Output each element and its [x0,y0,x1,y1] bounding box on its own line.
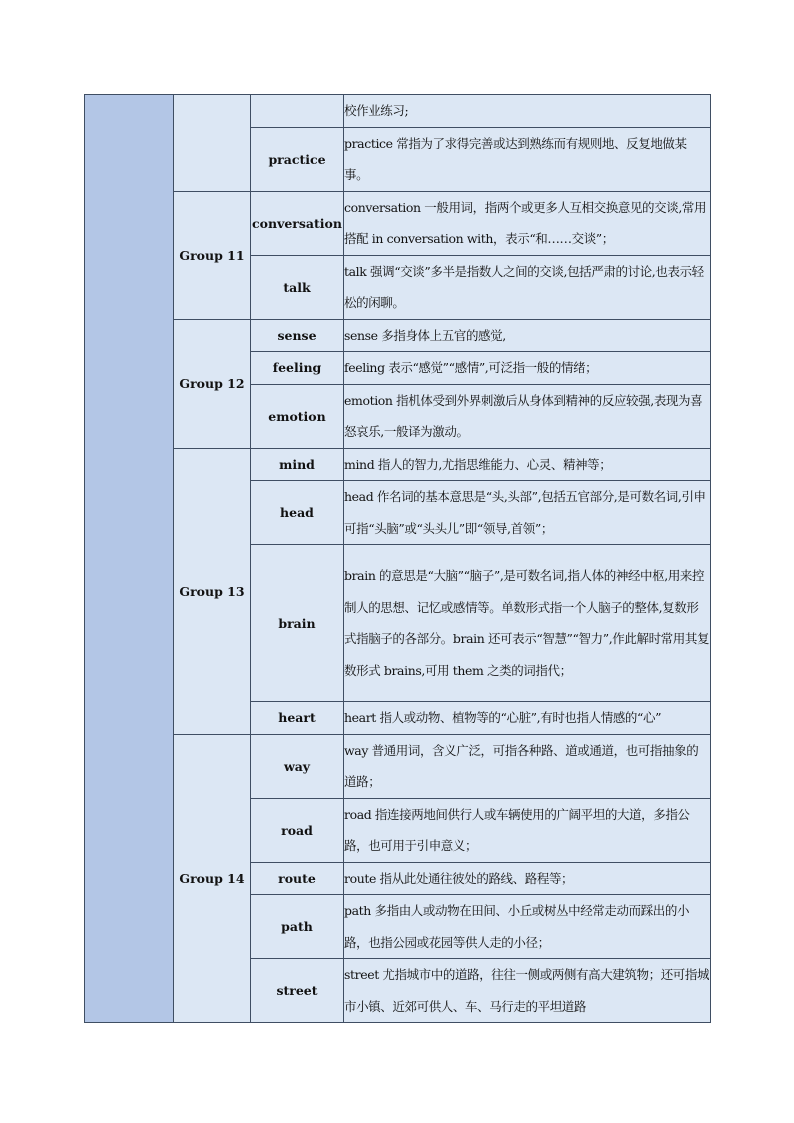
definition-cell: street 尤指城市中的道路，往往一侧或两侧有高大建筑物；还可指城市小镇、近郊可供人、车、马行走的平坦道路 [344,959,711,1023]
group-cell: Group 11 [174,191,251,319]
definition-cell: heart 指人或动物、植物等的“心脏”,有时也指人情感的“心” [344,702,711,735]
table-row [85,191,711,255]
table-row [85,319,711,352]
word-cell: mind [251,448,344,481]
side-column [85,95,174,1023]
word-cell: road [251,798,344,862]
definition-cell: mind 指人的智力,尤指思维能力、心灵、精神等； [344,448,711,481]
word-cell: emotion [251,384,344,448]
group-cell [174,95,251,192]
word-cell: path [251,895,344,959]
definition-cell: conversation 一般用词，指两个或更多人互相交换意见的交谈,常用搭配 in conversation with，表示“和……交谈”； [344,191,711,255]
definition-cell: feeling 表示“感觉”“感情”,可泛指一般的情绪； [344,352,711,385]
definition-cell: emotion 指机体受到外界刺激后从身体到精神的反应较强,表现为喜怒哀乐,一般译为激动。 [344,384,711,448]
vocabulary-table [84,94,711,1023]
definition-cell: way 普通用词，含义广泛，可指各种路、道或通道，也可指抽象的道路； [344,734,711,798]
word-cell: street [251,959,344,1023]
group-cell: Group 13 [174,448,251,734]
word-cell: sense [251,319,344,352]
definition-cell: path 多指由人或动物在田间、小丘或树丛中经常走动而踩出的小路，也指公园或花园等供人走的小径； [344,895,711,959]
definition-cell: head 作名词的基本意思是“头,头部”,包括五官部分,是可数名词,引申可指“头脑”或“头头儿”即“领导,首领”； [344,481,711,545]
group-cell: Group 12 [174,319,251,448]
definition-cell: road 指连接两地间供行人或车辆使用的广阔平坦的大道，多指公路，也可用于引申意义； [344,798,711,862]
definition-cell: sense 多指身体上五官的感觉, [344,319,711,352]
word-cell: way [251,734,344,798]
table-row [85,734,711,798]
word-cell: route [251,862,344,895]
group-cell: Group 14 [174,734,251,1023]
word-cell: heart [251,702,344,735]
definition-cell: practice 常指为了求得完善或达到熟练而有规则地、反复地做某事。 [344,127,711,191]
definition-cell: route 指从此处通往彼处的路线、路程等； [344,862,711,895]
word-cell: conversation [251,191,344,255]
word-cell: talk [251,255,344,319]
definition-cell: 校作业练习; [344,95,711,128]
table-row [85,95,711,128]
word-cell: head [251,481,344,545]
word-cell: practice [251,127,344,191]
word-cell: feeling [251,352,344,385]
word-cell: brain [251,545,344,702]
table-row [85,448,711,481]
definition-cell: brain 的意思是“大脑”“脑子”,是可数名词,指人体的神经中枢,用来控制人的思想、记忆或感情等。单数形式指一个人脑子的整体,复数形式指脑子的各部分。brain 还可表示“智慧”“智力”,作此解时常用其复数形式 brains,可用 them 之类的词指代； [344,545,711,702]
definition-cell: talk 强调“交谈”多半是指数人之间的交谈,包括严肃的讨论,也表示轻松的闲聊。 [344,255,711,319]
word-cell [251,95,344,128]
